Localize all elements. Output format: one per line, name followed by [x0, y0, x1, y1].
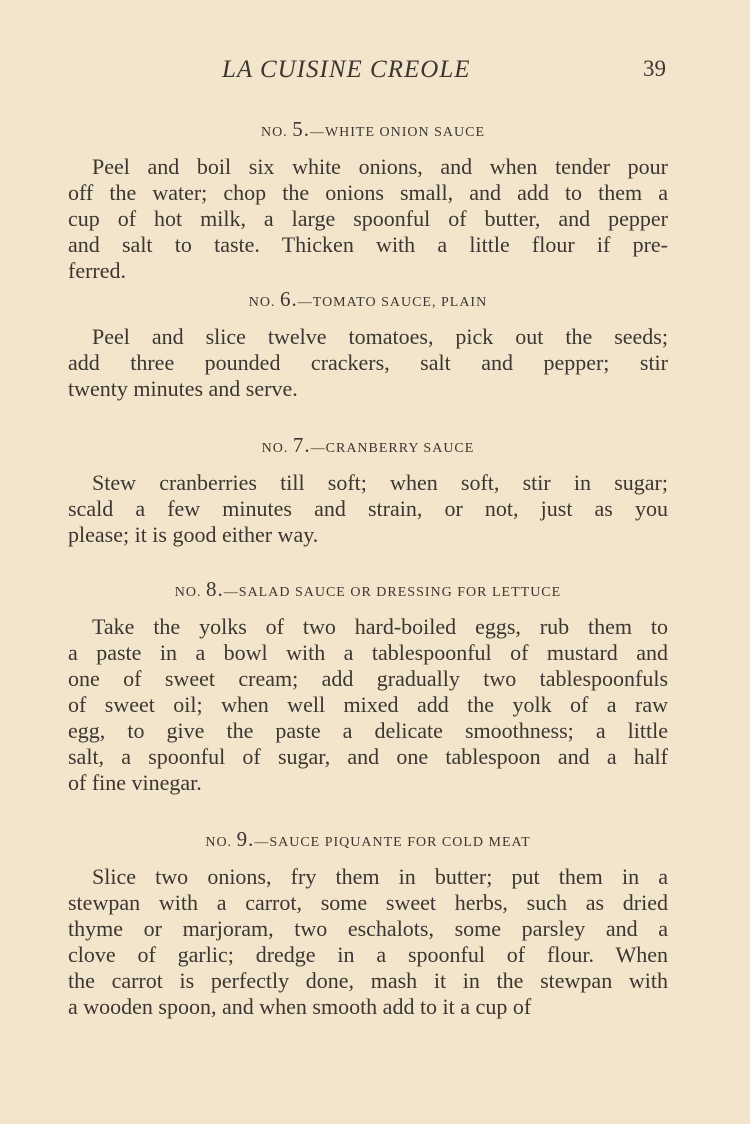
recipe-title: —CRANBERRY SAUCE	[310, 441, 475, 456]
recipe-heading	[68, 118, 668, 140]
recipe-heading	[68, 434, 668, 456]
recipe-paragraph	[68, 154, 668, 284]
text-line: add three pounded crackers, salt and pepper; stir	[68, 350, 668, 375]
recipe-paragraph	[68, 614, 668, 796]
recipe-heading	[68, 288, 668, 310]
recipe-title: —TOMATO SAUCE, PLAIN	[297, 295, 488, 310]
text-line: scald a few minutes and strain, or not, just as you	[68, 496, 668, 521]
recipe-number-prefix: NO. 5.	[260, 117, 310, 141]
text-line: one of sweet cream; add gradually two tablespoonfuls	[68, 666, 668, 691]
text-line: a paste in a bowl with a tablespoonful of mustard and	[68, 640, 668, 665]
text-line: the carrot is perfectly done, mash it in the stewpan with	[68, 968, 668, 993]
text-line: thyme or marjoram, two eschalots, some parsley and a	[68, 916, 668, 941]
recipe-paragraph	[68, 864, 668, 1020]
text-line: twenty minutes and serve.	[68, 376, 298, 401]
text-line: of sweet oil; when well mixed add the yolk of a raw	[68, 692, 668, 717]
recipe-number-prefix: NO. 8.	[174, 577, 224, 601]
running-head: LA CUISINE CREOLE	[222, 56, 471, 83]
text-line: salt, a spoonful of sugar, and one tablespoon and a half	[68, 744, 668, 769]
recipe-number-prefix: NO. 9.	[205, 827, 255, 851]
text-line: and salt to taste. Thicken with a little flour if pre-	[68, 232, 668, 257]
recipe-heading	[68, 828, 668, 850]
text-line: clove of garlic; dredge in a spoonful of flour. When	[68, 942, 668, 967]
recipe-section	[68, 118, 668, 284]
recipe-section	[68, 288, 668, 402]
text-line: off the water; chop the onions small, and add to them a	[68, 180, 668, 205]
page-number: 39	[643, 56, 666, 81]
text-line: Stew cranberries till soft; when soft, stir in sugar;	[92, 470, 668, 495]
text-line: of fine vinegar.	[68, 770, 202, 795]
text-line: Peel and boil six white onions, and when tender pour	[92, 154, 668, 179]
recipe-title: —SAUCE PIQUANTE FOR COLD MEAT	[254, 835, 531, 850]
recipe-paragraph	[68, 324, 668, 402]
recipe-title: —WHITE ONION SAUCE	[309, 125, 486, 140]
recipe-number-prefix: NO. 7.	[261, 433, 311, 457]
text-line: ferred.	[68, 258, 127, 283]
text-line: Take the yolks of two hard-boiled eggs, rub them to	[92, 614, 668, 639]
recipe-section	[68, 828, 668, 1020]
recipe-number-prefix: NO. 6.	[248, 287, 298, 311]
recipe-heading	[68, 578, 668, 600]
recipe-paragraph	[68, 470, 668, 548]
text-line: a wooden spoon, and when smooth add to it a cup of	[68, 994, 532, 1019]
text-line: Peel and slice twelve tomatoes, pick out the seeds;	[92, 324, 668, 349]
text-line: Slice two onions, fry them in butter; put them in a	[92, 864, 668, 889]
text-line: cup of hot milk, a large spoonful of butter, and pepper	[68, 206, 668, 231]
recipe-section	[68, 578, 668, 796]
text-line: please; it is good either way.	[68, 522, 319, 547]
recipe-title: —SALAD SAUCE OR DRESSING FOR LETTUCE	[223, 585, 562, 600]
text-line: stewpan with a carrot, some sweet herbs, such as dried	[68, 890, 668, 915]
recipe-section	[68, 434, 668, 548]
text-line: egg, to give the paste a delicate smoothness; a little	[68, 718, 668, 743]
